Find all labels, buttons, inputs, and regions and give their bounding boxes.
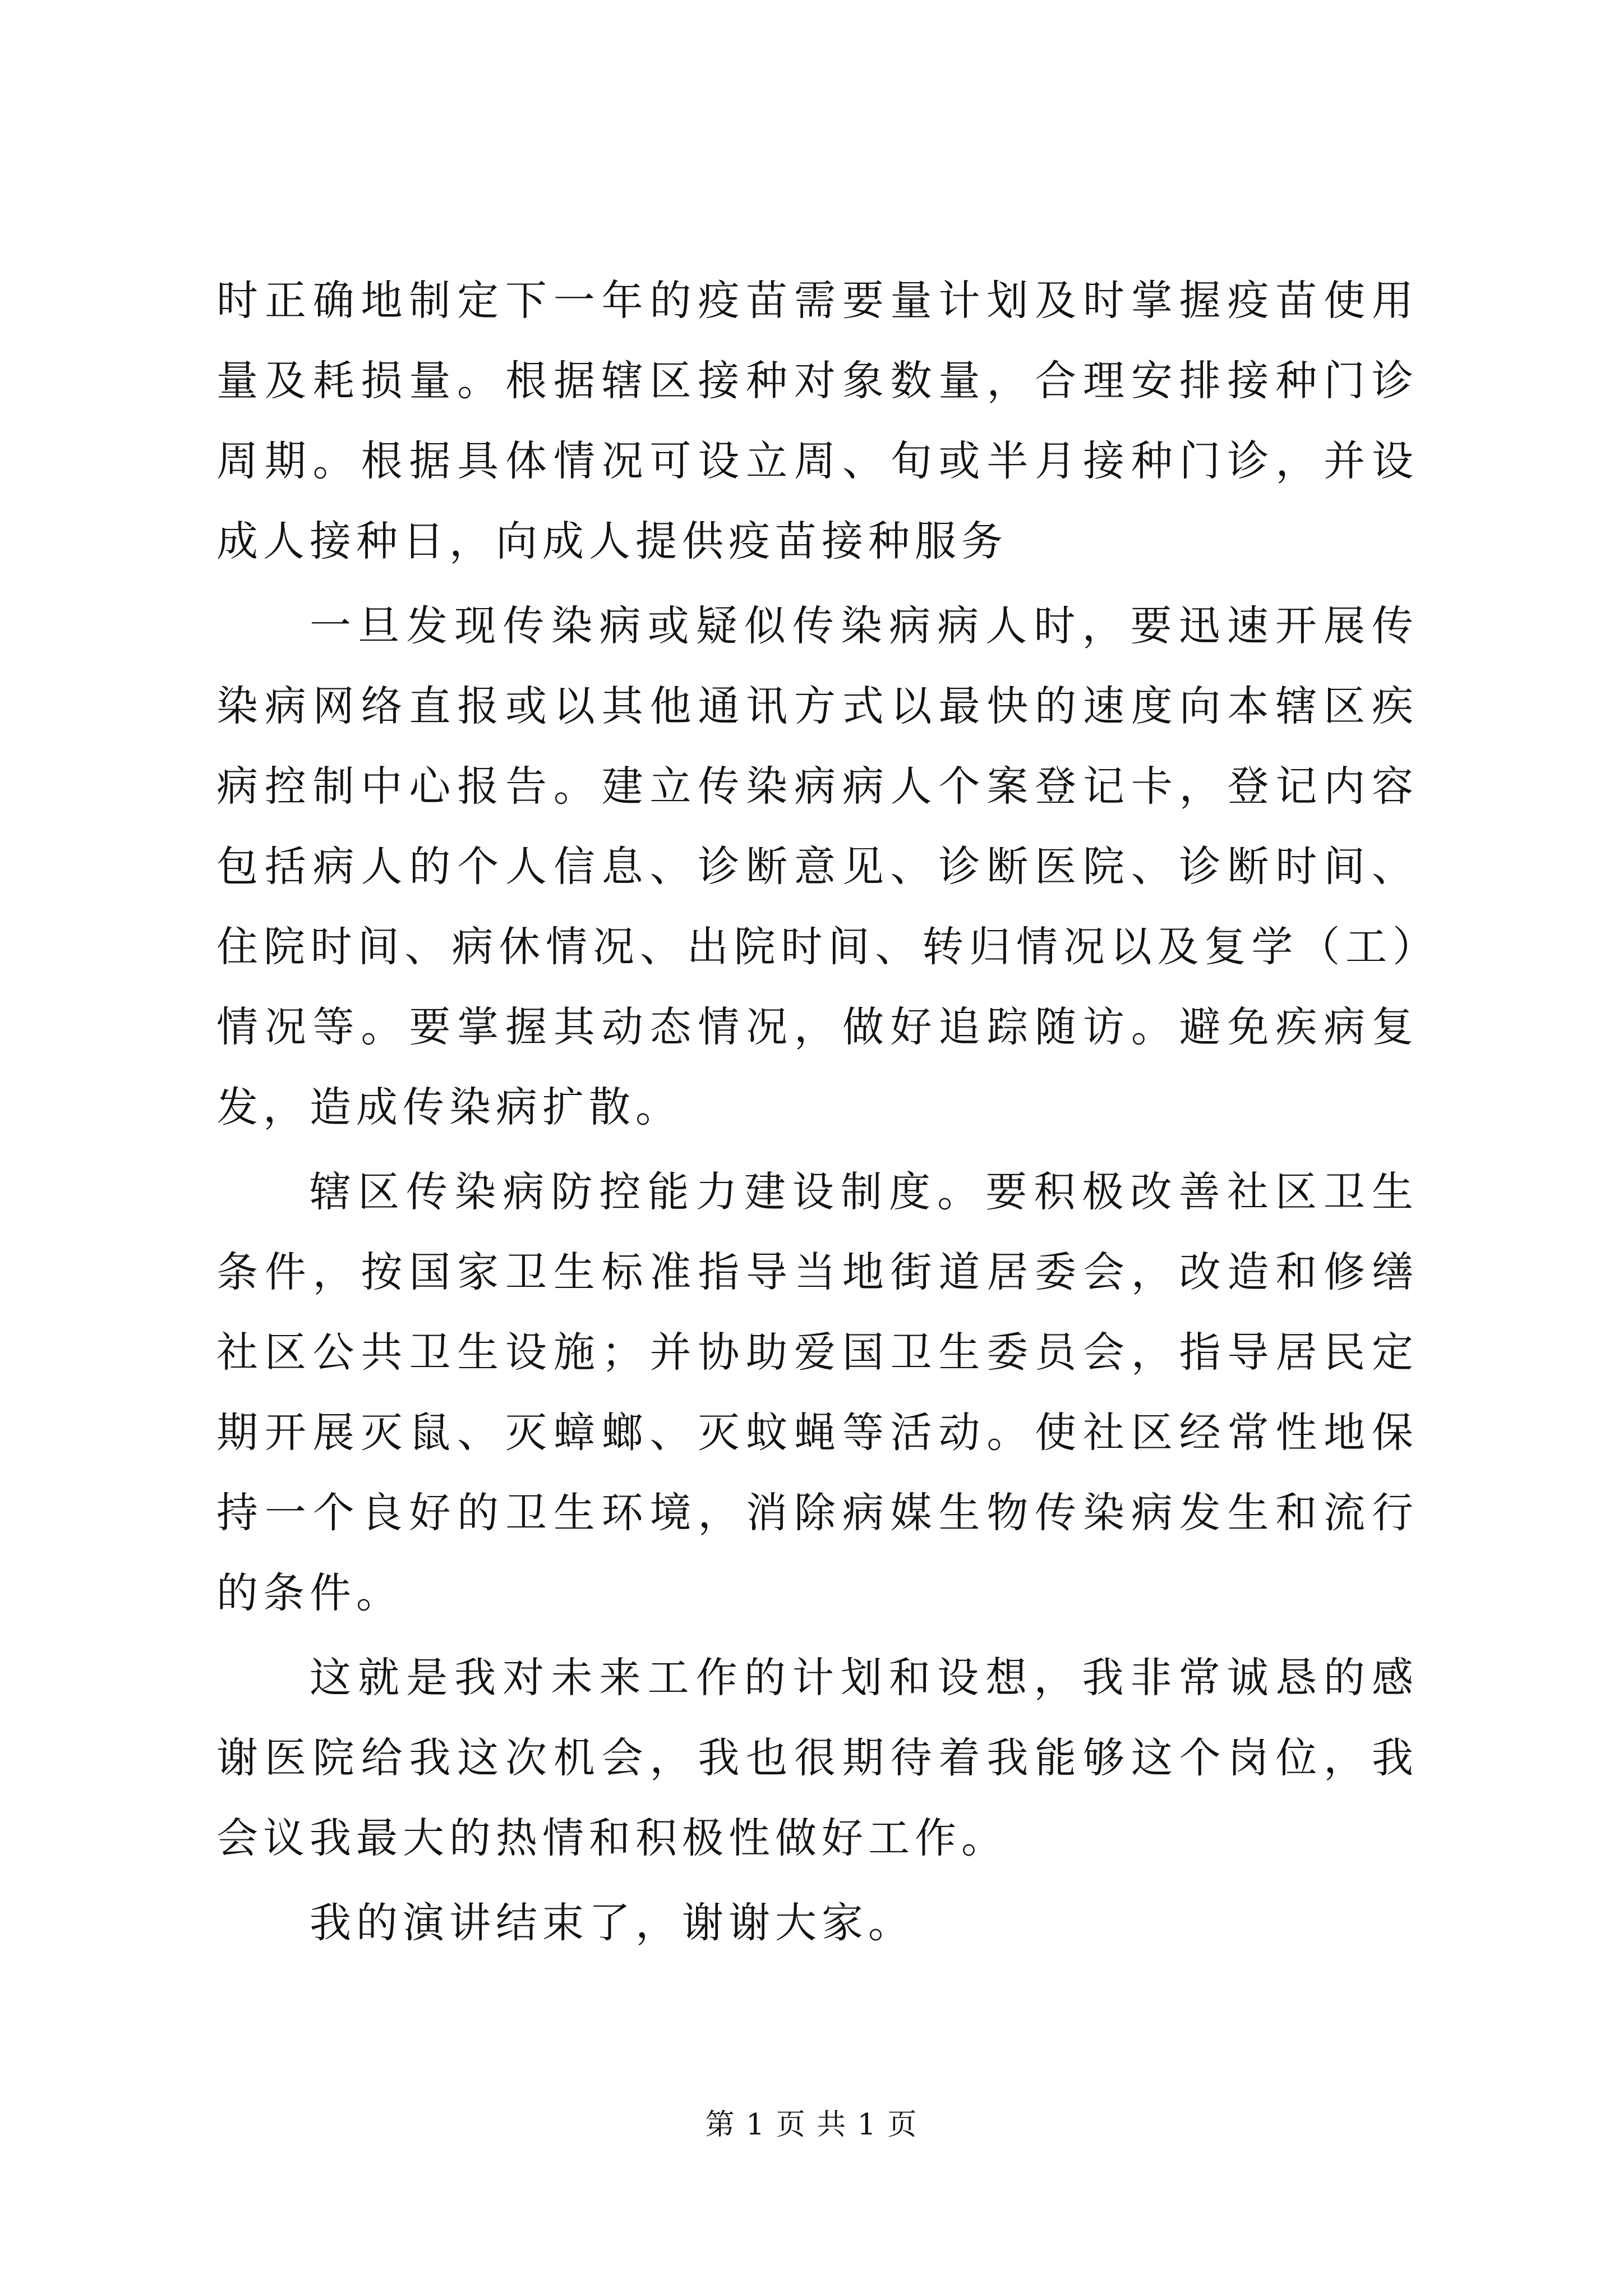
paragraph-vaccine-planning: 时正确地制定下一年的疫苗需要量计划及时掌握疫苗使用量及耗损量。根据辖区接种对象数量，合理安排接种门诊周期。根据具体情况可设立周、旬或半月接种门诊，并设成人接种日，向成人提供疫苗接种服务 — [216, 277, 1418, 565]
paragraph-closing: 我的演讲结束了，谢谢大家。 — [310, 1899, 915, 1947]
paragraph-gratitude: 这就是我对未来工作的计划和设想，我非常诚恳的感谢医院给我这次机会，我也很期待着我能够这个岗位，我会议我最大的热情和积极性做好工作。 — [216, 1654, 1418, 1862]
page-footer: 第 1 页 共 1 页 — [705, 2108, 918, 2142]
document-body — [216, 261, 1418, 1963]
paragraph-infectious-disease-reporting: 一旦发现传染病或疑似传染病病人时，要迅速开展传染病网络直报或以其他通讯方式以最快的速度向本辖区疾病控制中心报告。建立传染病病人个案登记卡，登记内容包括病人的个人信息、诊断意见、诊断医院、诊断时间、住院时间、病休情况、出院时间、转归情况以及复学（工）情况等。要掌握其动态情况，做好追踪随访。避免疾病复发，造成传染病扩散。 — [216, 602, 1418, 1131]
paragraph-prevention-capacity: 辖区传染病防控能力建设制度。要积极改善社区卫生条件，按国家卫生标准指导当地街道居委会，改造和修缮社区公共卫生设施；并协助爱国卫生委员会，指导居民定期开展灭鼠、灭蟑螂、灭蚊蝇等活动。使社区经常性地保持一个良好的卫生环境，消除病媒生物传染病发生和流行的条件。 — [216, 1168, 1418, 1617]
